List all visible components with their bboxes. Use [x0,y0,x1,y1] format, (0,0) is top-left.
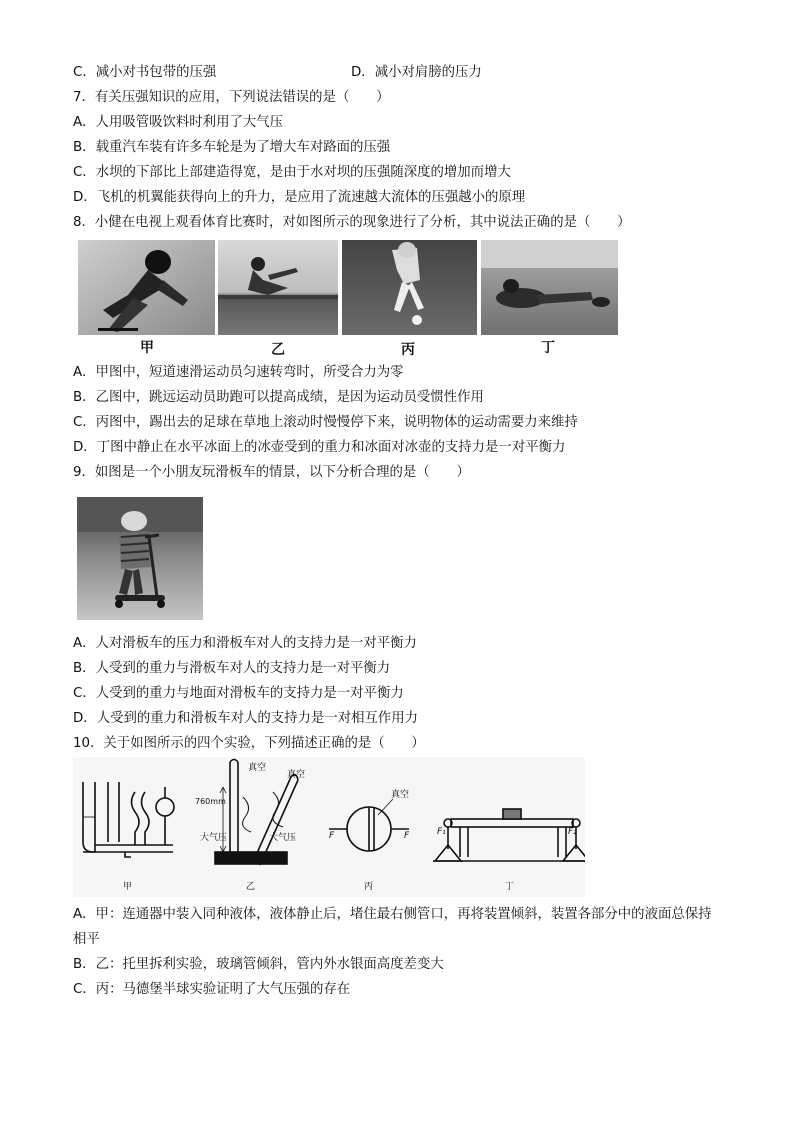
label-vacuum-3: 真空 [391,790,410,800]
q6-option-c: C．减小对书包带的压强 [73,65,217,80]
photo-yi-long-jump [218,240,338,335]
q7-option-a: A．人用吸管吸饮料时利用了大气压 [73,115,284,130]
label-force-left: F [329,831,335,841]
caption-yi-10: 乙 [246,882,256,892]
q7-option-b: B．载重汽车装有许多车轮是为了增大车对路面的压强 [73,140,391,155]
q9-stem: 9．如图是一个小朋友玩滑板车的情景，以下分析合理的是（ ） [73,465,470,480]
q9-option-b: B．人受到的重力与滑板车对人的支持力是一对平衡力 [73,661,391,676]
q8-stem: 8．小健在电视上观看体育比赛时，对如图所示的现象进行了分析，其中说法正确的是（ ） [73,215,631,230]
q9-option-c: C．人受到的重力与地面对滑板车的支持力是一对平衡力 [73,686,404,701]
caption-ding-10: 丁 [505,882,515,892]
photo-ding-curling [481,240,618,335]
label-f1: F₁ [437,827,446,837]
q6-option-d: D．减小对肩膀的压力 [351,65,482,80]
label-760mm: 760mm [195,797,226,806]
caption-yi: 乙 [271,342,285,358]
label-atm-2: 大气压 [269,833,297,843]
q10-option-a: A．甲：连通器中装入同种液体，液体静止后，堵住最右侧管口，再将装置倾斜，装置各部分中的液面总保持相平 [73,907,712,947]
caption-jia: 甲 [140,340,154,356]
label-atm-1: 大气压 [200,833,228,843]
label-force-right: F [404,831,410,841]
q7-stem: 7．有关压强知识的应用，下列说法错误的是（ ） [73,90,390,105]
q10-option-c: C．丙：马德堡半球实验证明了大气压强的存在 [73,982,351,997]
q10-option-b: B．乙：托里拆利实验，玻璃管倾斜，管内外水银面高度差变大 [73,957,444,972]
q9-option-d: D．人受到的重力和滑板车对人的支持力是一对相互作用力 [73,711,419,726]
caption-bing-10: 丙 [364,882,374,892]
q9-scooter-photo [77,497,203,620]
label-vacuum-2: 真空 [287,770,306,780]
q9-option-a: A．人对滑板车的压力和滑板车对人的支持力是一对平衡力 [73,636,417,651]
q8-option-a: A．甲图中，短道速滑运动员匀速转弯时，所受合力为零 [73,365,404,380]
q8-sports-photos [78,240,623,360]
caption-ding: 丁 [541,340,555,356]
q10-stem: 10．关于如图所示的四个实验，下列描述正确的是（ ） [73,736,425,751]
label-vacuum-1: 真空 [248,763,267,773]
photo-jia-speed-skating [78,240,215,335]
q7-option-d: D．飞机的机翼能获得向上的升力，是应用了流速越大流体的压强越小的原理 [73,190,526,205]
photo-bing-football [342,240,477,335]
q8-option-c: C．丙图中，踢出去的足球在草地上滚动时慢慢停下来，说明物体的运动需要力来维持 [73,415,578,430]
q8-option-d: D．丁图中静止在水平冰面上的冰壶受到的重力和冰面对冰壶的支持力是一对平衡力 [73,440,566,455]
label-f2: F₂ [568,827,577,837]
caption-jia-10: 甲 [123,882,133,892]
caption-bing: 丙 [401,342,415,358]
q8-option-b: B．乙图中，跳远运动员助跑可以提高成绩，是因为运动员受惯性作用 [73,390,484,405]
q10-experiments-figure [73,757,585,897]
q7-option-c: C．水坝的下部比上部建造得宽，是由于水对坝的压强随深度的增加而增大 [73,165,511,180]
